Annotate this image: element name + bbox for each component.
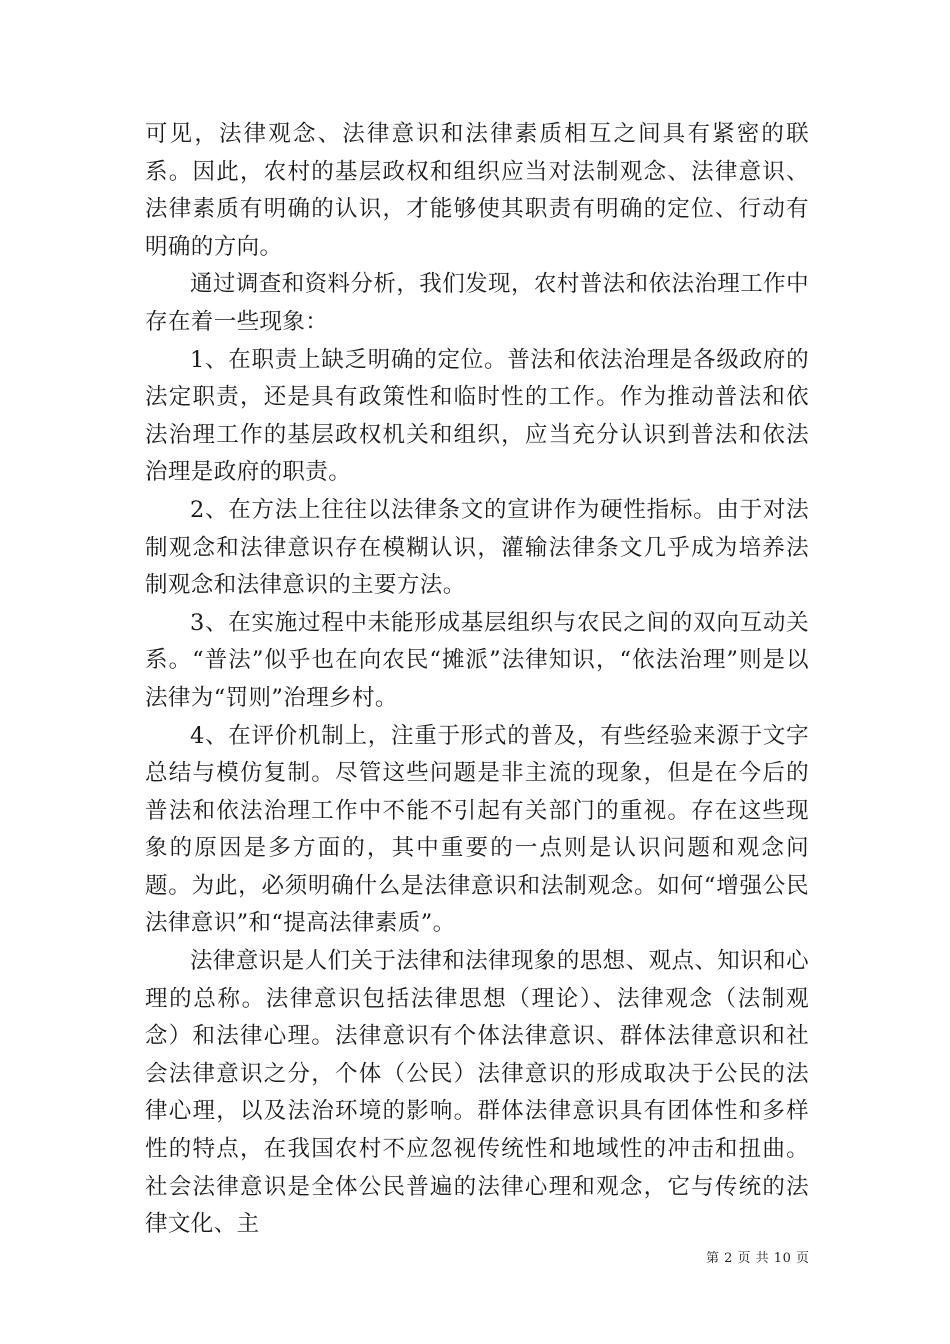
paragraph-intro: 通过调查和资料分析，我们发现，农村普法和依法治理工作中存在着一些现象： xyxy=(145,271,809,335)
paragraph-item-4: 4、在评价机制上，注重于形式的普及，有些经验来源于文字总结与模仿复制。尽管这些问题是非主流的现象，但是在今后的普法和依法治理工作中不能不引起有关部门的重视。存在这些现象的原因是多方面的，其中重要的一点则是认识问题和观念问题。为此，必须明确什么是法律意识和法制观念。如何“增强公民法律意识”和“提高法律素质”。 xyxy=(145,722,809,937)
paragraph-item-1: 1、在职责上缺乏明确的定位。普法和依法治理是各级政府的法定职责，还是具有政策性和临时性的工作。作为推动普法和依法治理工作的基层政权机关和组织，应当充分认识到普法和依法治理是政府的职责。 xyxy=(145,346,809,486)
document-body xyxy=(145,116,809,1244)
paragraph-item-3: 3、在实施过程中未能形成基层组织与农民之间的双向互动关系。“普法”似乎也在向农民“摊派”法律知识，“依法治理”则是以法律为“罚则”治理乡村。 xyxy=(145,609,809,711)
paragraph-continuation: 可见，法律观念、法律意识和法律素质相互之间具有紧密的联系。因此，农村的基层政权和组织应当对法制观念、法律意识、法律素质有明确的认识，才能够使其职责有明确的定位、行动有明确的方向。 xyxy=(145,121,809,260)
paragraph-legal-awareness: 法律意识是人们关于法律和法律现象的思想、观点、知识和心理的总称。法律意识包括法律思想（理论）、法律观念（法制观念）和法律心理。法律意识有个体法律意识、群体法律意识和社会法律意识之分，个体（公民）法律意识的形成取决于公民的法律心理，以及法治环境的影响。群体法律意识具有团体性和多样性的特点，在我国农村不应忽视传统性和地域性的冲击和扭曲。社会法律意识是全体公民普遍的法律心理和观念，它与传统的法律文化、主 xyxy=(145,948,809,1238)
page-number-footer: 第 2 页 共 10 页 xyxy=(706,1251,810,1266)
paragraph-item-2: 2、在方法上往往以法律条文的宣讲作为硬性指标。由于对法制观念和法律意识存在模糊认识，灌输法律条文几乎成为培养法制观念和法律意识的主要方法。 xyxy=(145,496,809,599)
